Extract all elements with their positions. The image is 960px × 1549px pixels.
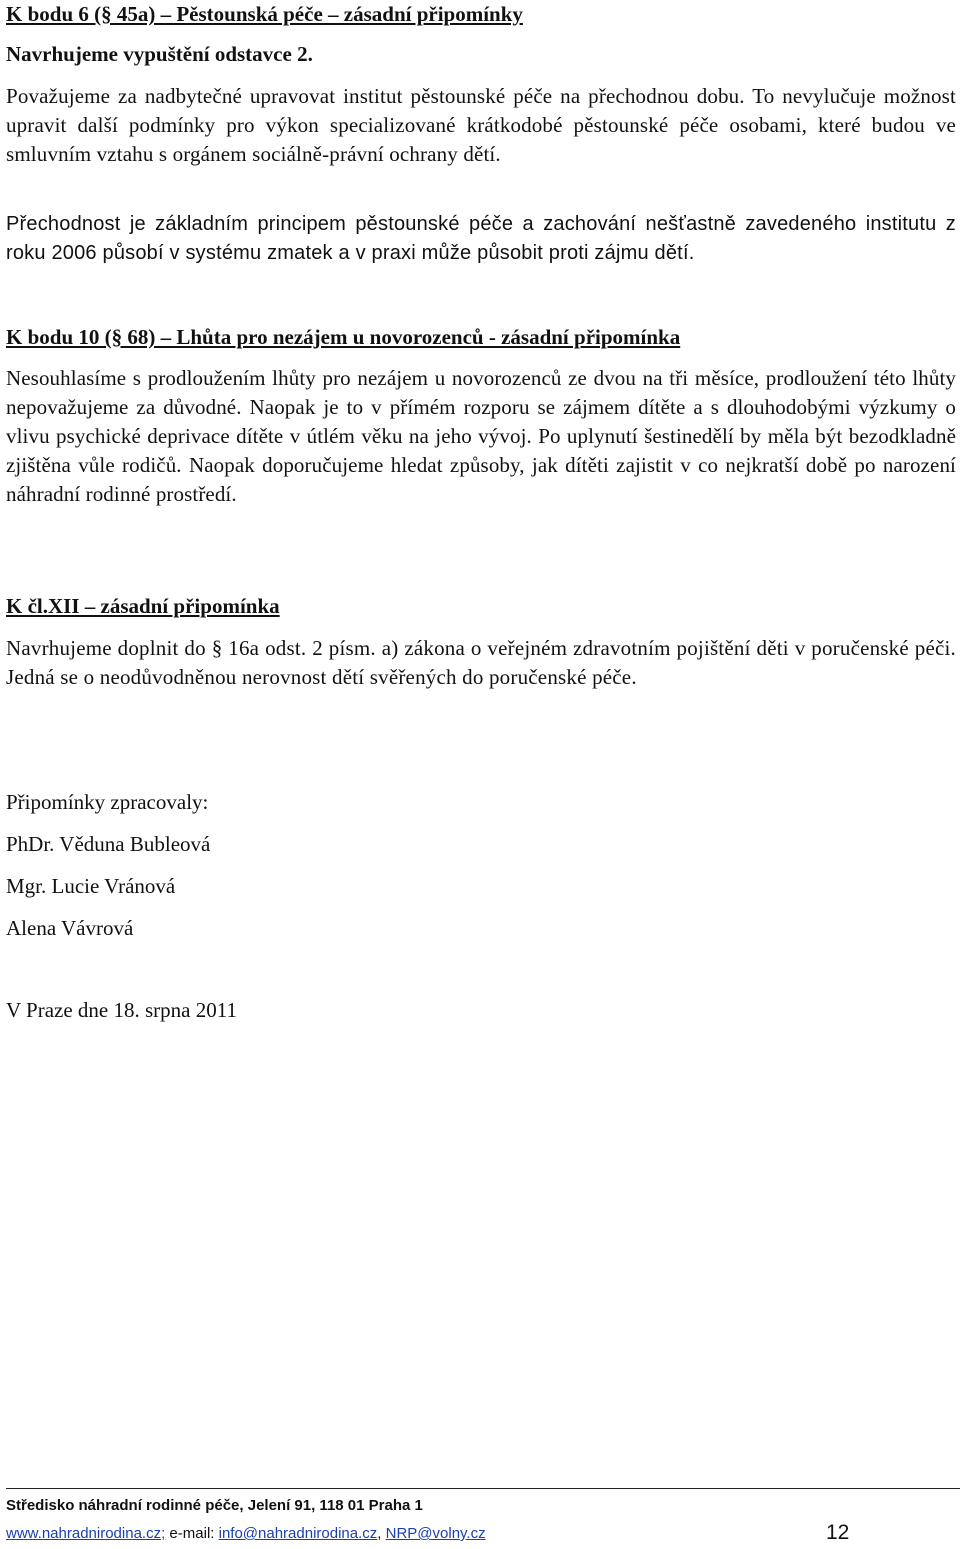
signatures-label: Připomínky zpracovaly: <box>6 790 209 814</box>
footer-email-link-1[interactable]: info@nahradnirodina.cz <box>218 1525 378 1542</box>
section-heading-2: K bodu 10 (§ 68) – Lhůta pro nezájem u novorozenců - zásadní připomínka <box>6 325 681 349</box>
section-heading-1: K bodu 6 (§ 45a) – Pěstounská péče – zásadní připomínky <box>6 2 523 26</box>
footer-separator: , <box>377 1525 386 1542</box>
page-number: 12 <box>826 1521 850 1544</box>
signature-name-1: PhDr. Věduna Bubleová <box>6 832 211 856</box>
footer-website-link[interactable]: www.nahradnirodina.cz; <box>6 1525 166 1542</box>
footer-email-link-2[interactable]: NRP@volny.cz <box>385 1525 486 1542</box>
signature-name-2: Mgr. Lucie Vránová <box>6 874 176 898</box>
section-heading-3: K čl.XII – zásadní připomínka <box>6 594 280 618</box>
section-subheading-1: Navrhujeme vypuštění odstavce 2. <box>6 42 313 66</box>
signature-name-3: Alena Vávrová <box>6 916 134 940</box>
footer-email-label: e-mail: <box>165 1525 219 1542</box>
footer-organization: Středisko náhradní rodinné péče, Jelení 91, 118 01 Praha 1 <box>6 1497 423 1514</box>
section1-paragraph-2: Přechodnost je základním principem pěstounské péče a zachování nešťastně zavedeného institutu z roku 2006 působí v systému zmatek a v praxi může působit proti zájmu dětí. <box>6 213 956 264</box>
footer-contacts <box>6 1524 486 1544</box>
footer-divider <box>6 1488 960 1489</box>
section1-paragraph-1: Považujeme za nadbytečné upravovat institut pěstounské péče na přechodnou dobu. To nevylučuje možnost upravit další podmínky pro výkon specializované krátkodobé pěstounské péče osobami, které budou ve smluvním vztahu s orgánem sociálně-právní ochrany dětí. <box>6 84 956 166</box>
date-line: V Praze dne 18. srpna 2011 <box>6 998 237 1022</box>
section3-paragraph: Navrhujeme doplnit do § 16a odst. 2 písm. a) zákona o veřejném zdravotním pojištění děti v poručenské péči. Jedná se o neodůvodněnou nerovnost dětí svěřených do poručenské péče. <box>6 636 956 689</box>
section2-paragraph: Nesouhlasíme s prodloužením lhůty pro nezájem u novorozenců ze dvou na tři měsíce, prodloužení této lhůty nepovažujeme za důvodné. Naopak je to v přímém rozporu se zájmem dítěte a s dlouhodobými výzkumy o vlivu psychické deprivace dítěte v útlém věku na jeho vývoj. Po uplynutí šestinedělí by měla být bezodkladně zjištěna vůle rodičů. Naopak doporučujeme hledat způsoby, jak dítěti zajistit v co nejkratší době po narození náhradní rodinné prostředí. <box>6 366 956 506</box>
